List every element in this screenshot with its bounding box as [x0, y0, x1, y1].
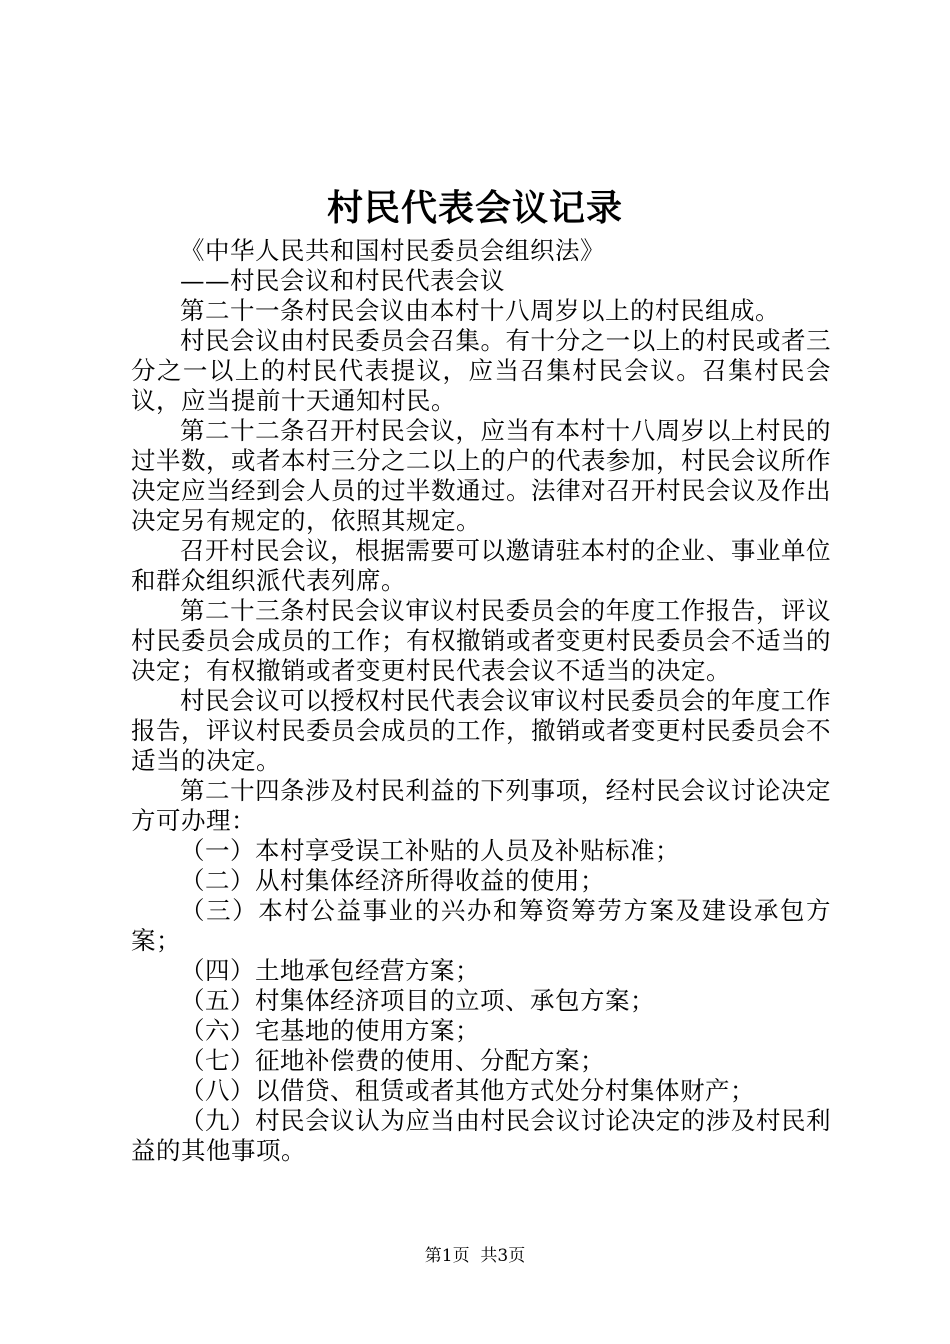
- page-number: 第1页: [424, 1246, 470, 1266]
- page-total: 共3页: [480, 1246, 526, 1266]
- list-item: （四）土地承包经营方案；: [180, 956, 480, 985]
- list-item: （五）村集体经济项目的立项、承包方案；: [180, 986, 655, 1015]
- list-item: （七）征地补偿费的使用、分配方案；: [180, 1046, 605, 1075]
- paragraph: 村民会议可以授权村民代表会议审议村民委员会的年度工作报告，评议村民委员会成员的工作，撤销或者变更村民委员会不适当的决定。: [131, 686, 831, 775]
- paragraph: ——村民会议和村民代表会议: [180, 266, 505, 295]
- page-footer: [0, 1245, 950, 1267]
- document-body: [131, 236, 831, 1166]
- paragraph: 第二十四条涉及村民利益的下列事项，经村民会议讨论决定方可办理：: [131, 776, 831, 835]
- paragraph: 第二十二条召开村民会议，应当有本村十八周岁以上村民的过半数，或者本村三分之二以上的户的代表参加，村民会议所作决定应当经到会人员的过半数通过。法律对召开村民会议及作出决定另有规定的，依照其规定。: [131, 416, 831, 535]
- list-item: （一）本村享受误工补贴的人员及补贴标准；: [180, 836, 680, 865]
- list-item: （六）宅基地的使用方案；: [180, 1016, 480, 1045]
- paragraph: 村民会议由村民委员会召集。有十分之一以上的村民或者三分之一以上的村民代表提议，应当召集村民会议。召集村民会议，应当提前十天通知村民。: [131, 326, 831, 415]
- paragraph: 第二十一条村民会议由本村十八周岁以上的村民组成。: [180, 296, 780, 325]
- paragraph: 第二十三条村民会议审议村民委员会的年度工作报告，评议村民委员会成员的工作；有权撤销或者变更村民委员会不适当的决定；有权撤销或者变更村民代表会议不适当的决定。: [131, 596, 831, 685]
- document-title: 村民代表会议记录: [326, 187, 623, 229]
- list-item: （八）以借贷、租赁或者其他方式处分村集体财产；: [180, 1076, 755, 1105]
- list-item: （三）本村公益事业的兴办和筹资筹劳方案及建设承包方案；: [131, 896, 831, 955]
- list-item: （二）从村集体经济所得收益的使用；: [180, 866, 605, 895]
- paragraph: 《中华人民共和国村民委员会组织法》: [180, 236, 605, 265]
- list-item: （九）村民会议认为应当由村民会议讨论决定的涉及村民利益的其他事项。: [131, 1106, 831, 1165]
- paragraph: 召开村民会议，根据需要可以邀请驻本村的企业、事业单位和群众组织派代表列席。: [131, 536, 831, 595]
